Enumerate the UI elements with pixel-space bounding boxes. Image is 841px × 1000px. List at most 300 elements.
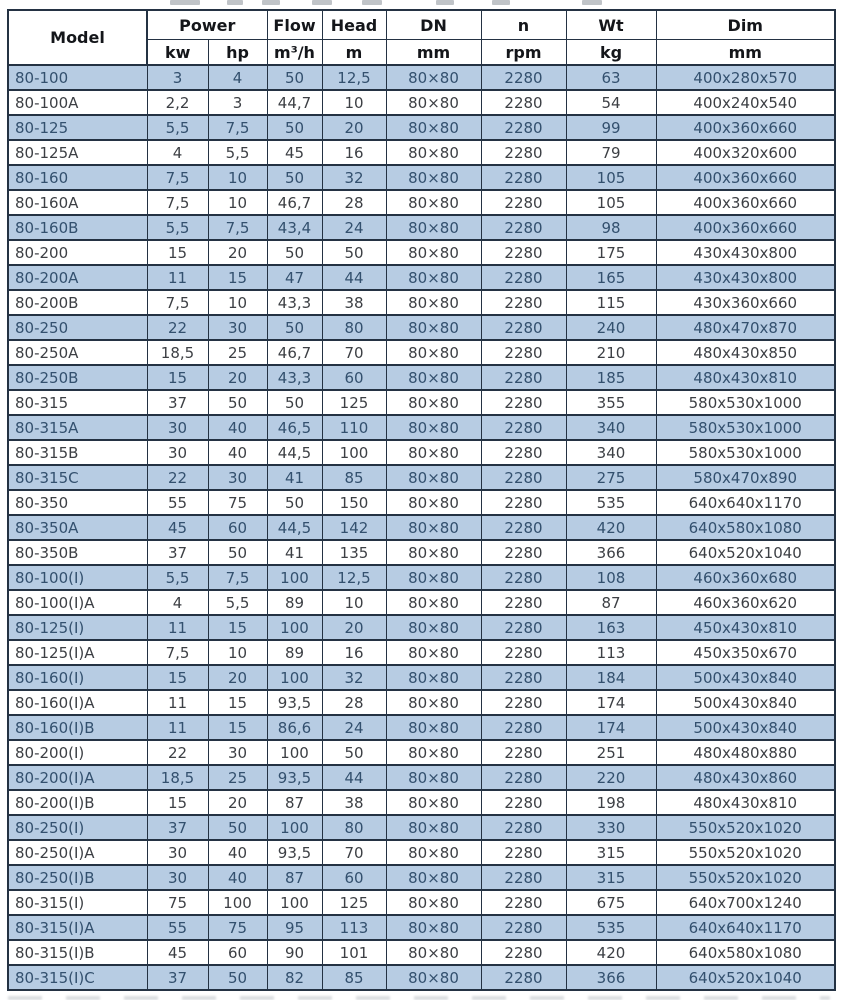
- cell-flow: 45: [267, 140, 322, 165]
- cell-power-kw: 22: [147, 315, 208, 340]
- cell-rpm: 2280: [481, 490, 566, 515]
- cell-power-hp: 7,5: [208, 115, 267, 140]
- cell-dim: 400x280x570: [656, 65, 835, 90]
- cell-power-hp: 4: [208, 65, 267, 90]
- cell-power-kw: 45: [147, 515, 208, 540]
- cell-wt: 98: [566, 215, 656, 240]
- cell-power-hp: 25: [208, 340, 267, 365]
- table-row: [8, 940, 835, 965]
- cell-dim: 480x430x850: [656, 340, 835, 365]
- cell-dim: 460x360x680: [656, 565, 835, 590]
- cell-model: 80-250: [8, 315, 147, 340]
- cell-power-kw: 7,5: [147, 640, 208, 665]
- column-header-n: n: [481, 10, 566, 40]
- cell-rpm: 2280: [481, 540, 566, 565]
- cell-head: 110: [322, 415, 386, 440]
- cell-model: 80-160B: [8, 215, 147, 240]
- cell-dim: 430x360x660: [656, 290, 835, 315]
- cell-model: 80-250B: [8, 365, 147, 390]
- cell-head: 80: [322, 815, 386, 840]
- cell-dn: 80×80: [386, 415, 481, 440]
- cell-wt: 330: [566, 815, 656, 840]
- unit-header-dn: mm: [386, 40, 481, 66]
- cell-rpm: 2280: [481, 190, 566, 215]
- cell-rpm: 2280: [481, 590, 566, 615]
- cell-wt: 79: [566, 140, 656, 165]
- unit-header-n: rpm: [481, 40, 566, 66]
- cell-power-hp: 30: [208, 740, 267, 765]
- cell-wt: 240: [566, 315, 656, 340]
- cell-power-hp: 40: [208, 415, 267, 440]
- cell-dim: 400x360x660: [656, 165, 835, 190]
- cell-dn: 80×80: [386, 890, 481, 915]
- column-header-dn: DN: [386, 10, 481, 40]
- cell-wt: 163: [566, 615, 656, 640]
- table-row: [8, 515, 835, 540]
- cell-rpm: 2280: [481, 790, 566, 815]
- cell-dim: 580x530x1000: [656, 415, 835, 440]
- cell-flow: 89: [267, 590, 322, 615]
- cell-wt: 535: [566, 490, 656, 515]
- cell-wt: 366: [566, 540, 656, 565]
- cell-power-hp: 20: [208, 790, 267, 815]
- table-row: [8, 90, 835, 115]
- cell-power-hp: 15: [208, 265, 267, 290]
- cell-power-hp: 100: [208, 890, 267, 915]
- cell-power-kw: 30: [147, 415, 208, 440]
- cell-rpm: 2280: [481, 465, 566, 490]
- cell-wt: 315: [566, 840, 656, 865]
- cell-flow: 93,5: [267, 840, 322, 865]
- cell-head: 70: [322, 340, 386, 365]
- cell-flow: 100: [267, 815, 322, 840]
- cell-power-kw: 30: [147, 865, 208, 890]
- table-row: [8, 340, 835, 365]
- cell-power-hp: 50: [208, 815, 267, 840]
- cell-model: 80-250(I): [8, 815, 147, 840]
- table-row: [8, 365, 835, 390]
- cell-rpm: 2280: [481, 965, 566, 990]
- cell-power-kw: 11: [147, 615, 208, 640]
- cell-head: 44: [322, 765, 386, 790]
- cell-head: 24: [322, 215, 386, 240]
- cell-head: 50: [322, 740, 386, 765]
- cell-power-hp: 5,5: [208, 140, 267, 165]
- cell-power-hp: 60: [208, 940, 267, 965]
- table-row: [8, 290, 835, 315]
- cell-wt: 420: [566, 515, 656, 540]
- cell-power-kw: 18,5: [147, 340, 208, 365]
- table-row: [8, 915, 835, 940]
- cell-power-kw: 55: [147, 915, 208, 940]
- cell-dn: 80×80: [386, 590, 481, 615]
- cell-model: 80-250(I)B: [8, 865, 147, 890]
- cell-flow: 100: [267, 665, 322, 690]
- cell-rpm: 2280: [481, 915, 566, 940]
- table-row: [8, 740, 835, 765]
- cell-rpm: 2280: [481, 65, 566, 90]
- cell-dim: 400x360x660: [656, 215, 835, 240]
- cell-head: 10: [322, 90, 386, 115]
- cell-model: 80-160(I)B: [8, 715, 147, 740]
- cell-dn: 80×80: [386, 490, 481, 515]
- cell-flow: 50: [267, 165, 322, 190]
- cell-head: 16: [322, 640, 386, 665]
- cell-power-hp: 7,5: [208, 565, 267, 590]
- cell-model: 80-200(I): [8, 740, 147, 765]
- unit-header-wt: kg: [566, 40, 656, 66]
- table-row: [8, 615, 835, 640]
- cell-wt: 366: [566, 965, 656, 990]
- cell-head: 60: [322, 365, 386, 390]
- cell-flow: 50: [267, 240, 322, 265]
- cell-power-kw: 15: [147, 665, 208, 690]
- cell-dn: 80×80: [386, 740, 481, 765]
- cell-rpm: 2280: [481, 265, 566, 290]
- cell-rpm: 2280: [481, 165, 566, 190]
- cell-rpm: 2280: [481, 140, 566, 165]
- cell-flow: 41: [267, 540, 322, 565]
- cell-flow: 41: [267, 465, 322, 490]
- cell-head: 100: [322, 440, 386, 465]
- cell-model: 80-125: [8, 115, 147, 140]
- cell-wt: 174: [566, 715, 656, 740]
- cell-head: 24: [322, 715, 386, 740]
- cell-power-kw: 37: [147, 540, 208, 565]
- cell-dn: 80×80: [386, 315, 481, 340]
- cell-dn: 80×80: [386, 90, 481, 115]
- cell-head: 113: [322, 915, 386, 940]
- cell-wt: 275: [566, 465, 656, 490]
- cell-flow: 82: [267, 965, 322, 990]
- cell-wt: 185: [566, 365, 656, 390]
- cell-flow: 93,5: [267, 765, 322, 790]
- table-row: [8, 265, 835, 290]
- cell-model: 80-200(I)B: [8, 790, 147, 815]
- cell-dim: 460x360x620: [656, 590, 835, 615]
- cell-power-hp: 75: [208, 915, 267, 940]
- cell-rpm: 2280: [481, 240, 566, 265]
- cell-power-kw: 7,5: [147, 190, 208, 215]
- cell-power-kw: 5,5: [147, 115, 208, 140]
- table-row: [8, 190, 835, 215]
- cell-power-hp: 10: [208, 190, 267, 215]
- cell-rpm: 2280: [481, 815, 566, 840]
- table-row: [8, 890, 835, 915]
- cell-wt: 210: [566, 340, 656, 365]
- cell-flow: 100: [267, 565, 322, 590]
- cell-dn: 80×80: [386, 265, 481, 290]
- table-row: [8, 665, 835, 690]
- cell-dim: 400x360x660: [656, 190, 835, 215]
- cell-dim: 580x530x1000: [656, 390, 835, 415]
- table-row: [8, 690, 835, 715]
- cell-head: 44: [322, 265, 386, 290]
- cell-dim: 500x430x840: [656, 715, 835, 740]
- cell-head: 20: [322, 615, 386, 640]
- cell-model: 80-100(I): [8, 565, 147, 590]
- cell-dn: 80×80: [386, 715, 481, 740]
- cell-dn: 80×80: [386, 165, 481, 190]
- cell-dim: 480x430x810: [656, 365, 835, 390]
- cell-flow: 46,7: [267, 340, 322, 365]
- cell-head: 32: [322, 165, 386, 190]
- cell-wt: 165: [566, 265, 656, 290]
- cell-wt: 99: [566, 115, 656, 140]
- cell-model: 80-125A: [8, 140, 147, 165]
- cell-model: 80-100A: [8, 90, 147, 115]
- cell-dim: 480x430x810: [656, 790, 835, 815]
- cell-rpm: 2280: [481, 865, 566, 890]
- table-row: [8, 415, 835, 440]
- cell-head: 38: [322, 790, 386, 815]
- cell-rpm: 2280: [481, 115, 566, 140]
- column-header-head: Head: [322, 10, 386, 40]
- cell-power-kw: 15: [147, 240, 208, 265]
- cell-model: 80-160: [8, 165, 147, 190]
- cell-rpm: 2280: [481, 690, 566, 715]
- cell-flow: 100: [267, 615, 322, 640]
- cell-flow: 44,5: [267, 440, 322, 465]
- cell-power-hp: 15: [208, 715, 267, 740]
- cell-model: 80-160A: [8, 190, 147, 215]
- cell-rpm: 2280: [481, 315, 566, 340]
- cell-dim: 640x700x1240: [656, 890, 835, 915]
- cell-wt: 108: [566, 565, 656, 590]
- cell-head: 60: [322, 865, 386, 890]
- column-header-dim: Dim: [656, 10, 835, 40]
- cell-power-hp: 50: [208, 390, 267, 415]
- cell-head: 85: [322, 965, 386, 990]
- cell-dn: 80×80: [386, 240, 481, 265]
- cell-head: 80: [322, 315, 386, 340]
- cell-model: 80-315C: [8, 465, 147, 490]
- cell-flow: 87: [267, 790, 322, 815]
- cell-dim: 550x520x1020: [656, 815, 835, 840]
- cell-flow: 86,6: [267, 715, 322, 740]
- cell-head: 85: [322, 465, 386, 490]
- cell-head: 101: [322, 940, 386, 965]
- cell-model: 80-125(I): [8, 615, 147, 640]
- cell-dim: 450x350x670: [656, 640, 835, 665]
- table-header: [8, 10, 835, 65]
- cell-wt: 198: [566, 790, 656, 815]
- cell-power-hp: 7,5: [208, 215, 267, 240]
- cell-rpm: 2280: [481, 940, 566, 965]
- cell-rpm: 2280: [481, 390, 566, 415]
- cell-flow: 50: [267, 115, 322, 140]
- cell-model: 80-315B: [8, 440, 147, 465]
- cell-flow: 43,3: [267, 290, 322, 315]
- unit-header-hp: hp: [208, 40, 267, 66]
- cell-dn: 80×80: [386, 365, 481, 390]
- table-row: [8, 765, 835, 790]
- cell-head: 70: [322, 840, 386, 865]
- cell-power-hp: 15: [208, 615, 267, 640]
- cell-dim: 550x520x1020: [656, 865, 835, 890]
- cell-dn: 80×80: [386, 465, 481, 490]
- cell-dim: 400x360x660: [656, 115, 835, 140]
- table-row: [8, 390, 835, 415]
- cell-rpm: 2280: [481, 90, 566, 115]
- cell-flow: 90: [267, 940, 322, 965]
- cell-head: 28: [322, 690, 386, 715]
- cell-power-hp: 3: [208, 90, 267, 115]
- cell-model: 80-200: [8, 240, 147, 265]
- cell-dn: 80×80: [386, 515, 481, 540]
- cell-wt: 184: [566, 665, 656, 690]
- cropped-content-below-artifact: [8, 996, 830, 1000]
- cell-wt: 355: [566, 390, 656, 415]
- cell-wt: 105: [566, 190, 656, 215]
- cell-model: 80-200B: [8, 290, 147, 315]
- cell-flow: 50: [267, 490, 322, 515]
- cell-power-kw: 15: [147, 790, 208, 815]
- cell-power-kw: 30: [147, 440, 208, 465]
- cell-rpm: 2280: [481, 665, 566, 690]
- cell-power-hp: 60: [208, 515, 267, 540]
- cell-wt: 87: [566, 590, 656, 615]
- cell-model: 80-350: [8, 490, 147, 515]
- pump-spec-table: [7, 9, 836, 991]
- cell-model: 80-315: [8, 390, 147, 415]
- cell-power-kw: 5,5: [147, 215, 208, 240]
- cell-dim: 640x580x1080: [656, 940, 835, 965]
- cell-power-hp: 40: [208, 440, 267, 465]
- cell-rpm: 2280: [481, 515, 566, 540]
- cell-wt: 115: [566, 290, 656, 315]
- cell-rpm: 2280: [481, 440, 566, 465]
- cell-rpm: 2280: [481, 340, 566, 365]
- cell-model: 80-315(I)C: [8, 965, 147, 990]
- cell-power-hp: 20: [208, 665, 267, 690]
- cell-head: 135: [322, 540, 386, 565]
- cell-power-hp: 20: [208, 240, 267, 265]
- cell-flow: 50: [267, 65, 322, 90]
- cell-flow: 43,3: [267, 365, 322, 390]
- cell-dn: 80×80: [386, 615, 481, 640]
- table-row: [8, 715, 835, 740]
- table-row: [8, 815, 835, 840]
- cell-dn: 80×80: [386, 840, 481, 865]
- cell-dim: 640x640x1170: [656, 915, 835, 940]
- cell-power-kw: 30: [147, 840, 208, 865]
- cell-dn: 80×80: [386, 540, 481, 565]
- cell-power-kw: 4: [147, 140, 208, 165]
- cell-flow: 50: [267, 390, 322, 415]
- cell-power-kw: 11: [147, 715, 208, 740]
- cell-rpm: 2280: [481, 640, 566, 665]
- cell-wt: 340: [566, 440, 656, 465]
- cell-power-hp: 30: [208, 315, 267, 340]
- cell-dn: 80×80: [386, 340, 481, 365]
- cell-model: 80-315(I)B: [8, 940, 147, 965]
- table-row: [8, 565, 835, 590]
- table-row: [8, 540, 835, 565]
- table-row: [8, 315, 835, 340]
- cell-model: 80-100(I)A: [8, 590, 147, 615]
- table-row: [8, 640, 835, 665]
- cell-wt: 315: [566, 865, 656, 890]
- unit-header-head: m: [322, 40, 386, 66]
- cell-rpm: 2280: [481, 215, 566, 240]
- cell-flow: 89: [267, 640, 322, 665]
- cell-power-hp: 40: [208, 840, 267, 865]
- cell-power-hp: 50: [208, 965, 267, 990]
- cell-dim: 550x520x1020: [656, 840, 835, 865]
- cell-flow: 50: [267, 315, 322, 340]
- cell-power-hp: 20: [208, 365, 267, 390]
- cell-flow: 44,7: [267, 90, 322, 115]
- column-header-power: Power: [147, 10, 267, 40]
- cell-power-kw: 75: [147, 890, 208, 915]
- table-row: [8, 65, 835, 90]
- cell-flow: 100: [267, 890, 322, 915]
- cell-power-hp: 5,5: [208, 590, 267, 615]
- cell-dn: 80×80: [386, 765, 481, 790]
- cell-dim: 480x470x870: [656, 315, 835, 340]
- cell-model: 80-125(I)A: [8, 640, 147, 665]
- cell-dim: 480x480x880: [656, 740, 835, 765]
- cell-dim: 480x430x860: [656, 765, 835, 790]
- cell-model: 80-160(I): [8, 665, 147, 690]
- cell-power-hp: 40: [208, 865, 267, 890]
- cell-rpm: 2280: [481, 365, 566, 390]
- cell-wt: 105: [566, 165, 656, 190]
- cell-flow: 43,4: [267, 215, 322, 240]
- table-row: [8, 490, 835, 515]
- cell-dn: 80×80: [386, 915, 481, 940]
- cell-head: 125: [322, 390, 386, 415]
- cell-head: 125: [322, 890, 386, 915]
- cell-dim: 640x520x1040: [656, 540, 835, 565]
- cell-dn: 80×80: [386, 115, 481, 140]
- cell-model: 80-315A: [8, 415, 147, 440]
- cell-flow: 87: [267, 865, 322, 890]
- cell-power-hp: 75: [208, 490, 267, 515]
- cell-flow: 44,5: [267, 515, 322, 540]
- cell-rpm: 2280: [481, 615, 566, 640]
- table-row: [8, 115, 835, 140]
- cell-power-kw: 7,5: [147, 290, 208, 315]
- cell-dim: 640x520x1040: [656, 965, 835, 990]
- cell-dim: 500x430x840: [656, 665, 835, 690]
- cell-dn: 80×80: [386, 215, 481, 240]
- cell-power-kw: 15: [147, 365, 208, 390]
- cell-power-hp: 10: [208, 165, 267, 190]
- table-row: [8, 165, 835, 190]
- table-row: [8, 590, 835, 615]
- cell-wt: 340: [566, 415, 656, 440]
- cell-dim: 400x240x540: [656, 90, 835, 115]
- cell-dim: 640x640x1170: [656, 490, 835, 515]
- cell-model: 80-100: [8, 65, 147, 90]
- cell-power-kw: 55: [147, 490, 208, 515]
- table-row: [8, 865, 835, 890]
- cell-model: 80-160(I)A: [8, 690, 147, 715]
- table-row: [8, 465, 835, 490]
- cell-dim: 580x530x1000: [656, 440, 835, 465]
- table-row: [8, 215, 835, 240]
- cell-flow: 93,5: [267, 690, 322, 715]
- cell-model: 80-200A: [8, 265, 147, 290]
- cell-wt: 175: [566, 240, 656, 265]
- cell-power-hp: 50: [208, 540, 267, 565]
- cell-wt: 54: [566, 90, 656, 115]
- cell-dn: 80×80: [386, 690, 481, 715]
- cell-dn: 80×80: [386, 790, 481, 815]
- cell-wt: 63: [566, 65, 656, 90]
